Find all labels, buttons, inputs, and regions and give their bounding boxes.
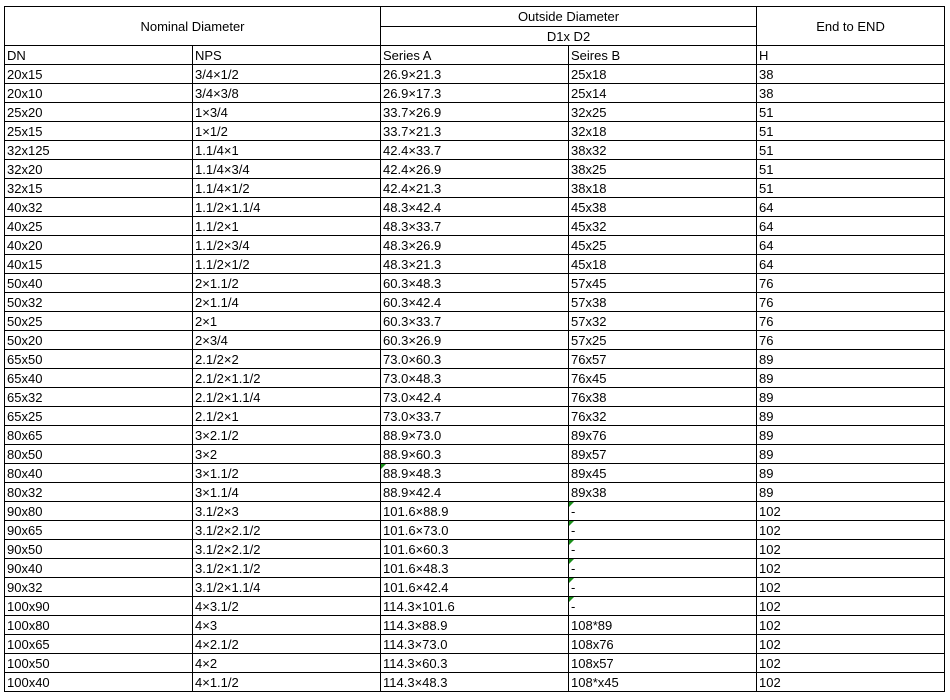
series-b-cell: 25x18 bbox=[569, 65, 757, 84]
series-b-cell: 89x38 bbox=[569, 483, 757, 502]
series-a-cell: 48.3×21.3 bbox=[381, 255, 569, 274]
h-cell: 102 bbox=[757, 654, 945, 673]
nps-cell: 2×1.1/2 bbox=[193, 274, 381, 293]
table-row bbox=[5, 483, 945, 502]
series-a-cell: 73.0×42.4 bbox=[381, 388, 569, 407]
dn-cell: 32x125 bbox=[5, 141, 193, 160]
h-cell: 38 bbox=[757, 65, 945, 84]
dn-cell: 100x40 bbox=[5, 673, 193, 692]
nps-cell: 3/4×3/8 bbox=[193, 84, 381, 103]
table-row bbox=[5, 312, 945, 331]
nps-cell: 1.1/2×1 bbox=[193, 217, 381, 236]
dn-cell: 100x65 bbox=[5, 635, 193, 654]
series-b-cell: 25x14 bbox=[569, 84, 757, 103]
h-cell: 89 bbox=[757, 369, 945, 388]
series-a-cell: 114.3×48.3 bbox=[381, 673, 569, 692]
table-row bbox=[5, 293, 945, 312]
series-a-cell: 60.3×33.7 bbox=[381, 312, 569, 331]
dn-cell: 90x32 bbox=[5, 578, 193, 597]
series-a-cell: 88.9×42.4 bbox=[381, 483, 569, 502]
dn-cell: 25x20 bbox=[5, 103, 193, 122]
nps-cell: 3×2 bbox=[193, 445, 381, 464]
dn-cell: 40x15 bbox=[5, 255, 193, 274]
table-row bbox=[5, 616, 945, 635]
dn-cell: 100x90 bbox=[5, 597, 193, 616]
dn-cell: 100x50 bbox=[5, 654, 193, 673]
h-cell: 51 bbox=[757, 103, 945, 122]
dn-cell: 32x15 bbox=[5, 179, 193, 198]
h-cell: 64 bbox=[757, 198, 945, 217]
table-row bbox=[5, 84, 945, 103]
series-b-cell: 76x32 bbox=[569, 407, 757, 426]
table-row bbox=[5, 350, 945, 369]
dn-cell: 20x10 bbox=[5, 84, 193, 103]
nps-cell: 1×1/2 bbox=[193, 122, 381, 141]
series-a-cell: 88.9×73.0 bbox=[381, 426, 569, 445]
nps-cell: 3×1.1/2 bbox=[193, 464, 381, 483]
dn-cell: 40x32 bbox=[5, 198, 193, 217]
nps-cell: 1.1/2×1.1/4 bbox=[193, 198, 381, 217]
dn-cell: 50x40 bbox=[5, 274, 193, 293]
series-a-cell: 73.0×48.3 bbox=[381, 369, 569, 388]
nps-cell: 2×3/4 bbox=[193, 331, 381, 350]
table-row bbox=[5, 407, 945, 426]
series-a-cell: 48.3×42.4 bbox=[381, 198, 569, 217]
series-a-cell: 114.3×101.6 bbox=[381, 597, 569, 616]
nps-cell: 3/4×1/2 bbox=[193, 65, 381, 84]
dn-cell: 80x50 bbox=[5, 445, 193, 464]
table-row bbox=[5, 502, 945, 521]
h-cell: 89 bbox=[757, 426, 945, 445]
h-cell: 51 bbox=[757, 179, 945, 198]
dn-cell: 32x20 bbox=[5, 160, 193, 179]
table-row bbox=[5, 217, 945, 236]
dn-cell: 80x32 bbox=[5, 483, 193, 502]
series-b-cell: 38x32 bbox=[569, 141, 757, 160]
header-row-top bbox=[5, 7, 945, 27]
series-b-cell: 76x45 bbox=[569, 369, 757, 388]
table-row bbox=[5, 521, 945, 540]
d1-d2-header: D1x D2 bbox=[381, 27, 757, 46]
series-b-cell: - bbox=[569, 502, 757, 521]
h-cell: 51 bbox=[757, 160, 945, 179]
table-row bbox=[5, 331, 945, 350]
series-b-cell: 89x57 bbox=[569, 445, 757, 464]
dn-column-header: DN bbox=[5, 46, 193, 65]
dn-cell: 50x25 bbox=[5, 312, 193, 331]
series-b-cell: - bbox=[569, 521, 757, 540]
series-a-cell: 114.3×88.9 bbox=[381, 616, 569, 635]
nps-cell: 1.1/4×1/2 bbox=[193, 179, 381, 198]
nps-cell: 1×3/4 bbox=[193, 103, 381, 122]
table-row bbox=[5, 103, 945, 122]
h-cell: 76 bbox=[757, 312, 945, 331]
series-b-cell: - bbox=[569, 578, 757, 597]
series-b-cell: 89x76 bbox=[569, 426, 757, 445]
table-row bbox=[5, 274, 945, 293]
series-a-column-header: Series A bbox=[381, 46, 569, 65]
series-b-cell: 38x18 bbox=[569, 179, 757, 198]
dn-cell: 50x20 bbox=[5, 331, 193, 350]
table-row bbox=[5, 198, 945, 217]
table-row bbox=[5, 635, 945, 654]
series-a-cell: 101.6×73.0 bbox=[381, 521, 569, 540]
dn-cell: 80x65 bbox=[5, 426, 193, 445]
series-b-cell: 57x25 bbox=[569, 331, 757, 350]
nps-cell: 4×2 bbox=[193, 654, 381, 673]
series-a-cell: 114.3×73.0 bbox=[381, 635, 569, 654]
series-b-column-header: Seires B bbox=[569, 46, 757, 65]
series-a-cell: 33.7×21.3 bbox=[381, 122, 569, 141]
dn-cell: 80x40 bbox=[5, 464, 193, 483]
nps-cell: 3.1/2×2.1/2 bbox=[193, 521, 381, 540]
dn-cell: 65x40 bbox=[5, 369, 193, 388]
nps-cell: 2.1/2×1.1/4 bbox=[193, 388, 381, 407]
table-row bbox=[5, 179, 945, 198]
nps-cell: 3×1.1/4 bbox=[193, 483, 381, 502]
series-b-cell: 32x18 bbox=[569, 122, 757, 141]
dn-cell: 25x15 bbox=[5, 122, 193, 141]
series-a-cell: 101.6×42.4 bbox=[381, 578, 569, 597]
series-b-cell: 57x45 bbox=[569, 274, 757, 293]
h-cell: 89 bbox=[757, 445, 945, 464]
h-cell: 64 bbox=[757, 236, 945, 255]
series-b-cell: - bbox=[569, 540, 757, 559]
table-row bbox=[5, 445, 945, 464]
series-a-cell: 60.3×26.9 bbox=[381, 331, 569, 350]
series-a-cell: 60.3×48.3 bbox=[381, 274, 569, 293]
h-column-header: H bbox=[757, 46, 945, 65]
h-cell: 102 bbox=[757, 502, 945, 521]
series-a-cell: 73.0×60.3 bbox=[381, 350, 569, 369]
h-cell: 102 bbox=[757, 540, 945, 559]
table-row bbox=[5, 255, 945, 274]
h-cell: 76 bbox=[757, 293, 945, 312]
dn-cell: 90x80 bbox=[5, 502, 193, 521]
series-b-cell: 108*89 bbox=[569, 616, 757, 635]
nps-cell: 1.1/4×3/4 bbox=[193, 160, 381, 179]
table-body bbox=[5, 65, 945, 692]
nps-cell: 3.1/2×1.1/4 bbox=[193, 578, 381, 597]
h-cell: 102 bbox=[757, 635, 945, 654]
h-cell: 51 bbox=[757, 141, 945, 160]
dn-cell: 90x50 bbox=[5, 540, 193, 559]
series-b-cell: 38x25 bbox=[569, 160, 757, 179]
series-b-cell: - bbox=[569, 559, 757, 578]
table-row bbox=[5, 597, 945, 616]
series-b-cell: 45x25 bbox=[569, 236, 757, 255]
dn-cell: 20x15 bbox=[5, 65, 193, 84]
series-b-cell: 32x25 bbox=[569, 103, 757, 122]
series-a-cell: 88.9×60.3 bbox=[381, 445, 569, 464]
series-a-cell: 42.4×26.9 bbox=[381, 160, 569, 179]
table-row bbox=[5, 236, 945, 255]
nps-cell: 2.1/2×1 bbox=[193, 407, 381, 426]
h-cell: 89 bbox=[757, 388, 945, 407]
nps-cell: 3.1/2×2.1/2 bbox=[193, 540, 381, 559]
end-to-end-header: End to END bbox=[757, 7, 945, 46]
series-b-cell: 89x45 bbox=[569, 464, 757, 483]
nominal-diameter-header: Nominal Diameter bbox=[5, 7, 381, 46]
table-row bbox=[5, 559, 945, 578]
h-cell: 76 bbox=[757, 274, 945, 293]
dimension-table bbox=[4, 6, 945, 692]
table-row bbox=[5, 578, 945, 597]
nps-cell: 4×1.1/2 bbox=[193, 673, 381, 692]
series-b-cell: 57x38 bbox=[569, 293, 757, 312]
series-a-cell: 48.3×33.7 bbox=[381, 217, 569, 236]
h-cell: 64 bbox=[757, 217, 945, 236]
series-b-cell: 45x38 bbox=[569, 198, 757, 217]
series-b-cell: 45x18 bbox=[569, 255, 757, 274]
outside-diameter-header: Outside Diameter bbox=[381, 7, 757, 27]
series-b-cell: 108x57 bbox=[569, 654, 757, 673]
series-b-cell: 108x76 bbox=[569, 635, 757, 654]
table-row bbox=[5, 160, 945, 179]
dn-cell: 50x32 bbox=[5, 293, 193, 312]
dn-cell: 65x50 bbox=[5, 350, 193, 369]
dn-cell: 40x25 bbox=[5, 217, 193, 236]
nps-cell: 1.1/4×1 bbox=[193, 141, 381, 160]
series-a-cell: 101.6×48.3 bbox=[381, 559, 569, 578]
nps-cell: 1.1/2×1/2 bbox=[193, 255, 381, 274]
series-a-cell: 88.9×48.3 bbox=[381, 464, 569, 483]
series-a-cell: 42.4×21.3 bbox=[381, 179, 569, 198]
h-cell: 102 bbox=[757, 673, 945, 692]
h-cell: 102 bbox=[757, 578, 945, 597]
table-row bbox=[5, 426, 945, 445]
series-a-cell: 114.3×60.3 bbox=[381, 654, 569, 673]
h-cell: 89 bbox=[757, 483, 945, 502]
nps-cell: 4×2.1/2 bbox=[193, 635, 381, 654]
h-cell: 38 bbox=[757, 84, 945, 103]
series-a-cell: 101.6×88.9 bbox=[381, 502, 569, 521]
h-cell: 102 bbox=[757, 597, 945, 616]
series-a-cell: 33.7×26.9 bbox=[381, 103, 569, 122]
series-a-cell: 42.4×33.7 bbox=[381, 141, 569, 160]
nps-cell: 2.1/2×2 bbox=[193, 350, 381, 369]
dn-cell: 100x80 bbox=[5, 616, 193, 635]
series-b-cell: 76x38 bbox=[569, 388, 757, 407]
nps-cell: 2.1/2×1.1/2 bbox=[193, 369, 381, 388]
nps-cell: 1.1/2×3/4 bbox=[193, 236, 381, 255]
nps-cell: 4×3 bbox=[193, 616, 381, 635]
series-a-cell: 26.9×21.3 bbox=[381, 65, 569, 84]
table-row bbox=[5, 122, 945, 141]
series-a-cell: 48.3×26.9 bbox=[381, 236, 569, 255]
h-cell: 51 bbox=[757, 122, 945, 141]
dn-cell: 90x40 bbox=[5, 559, 193, 578]
h-cell: 102 bbox=[757, 616, 945, 635]
nps-cell: 2×1.1/4 bbox=[193, 293, 381, 312]
dn-cell: 40x20 bbox=[5, 236, 193, 255]
h-cell: 89 bbox=[757, 350, 945, 369]
series-b-cell: - bbox=[569, 597, 757, 616]
table-row bbox=[5, 540, 945, 559]
table-row bbox=[5, 369, 945, 388]
h-cell: 89 bbox=[757, 407, 945, 426]
h-cell: 102 bbox=[757, 559, 945, 578]
series-b-cell: 45x32 bbox=[569, 217, 757, 236]
table-row bbox=[5, 65, 945, 84]
series-a-cell: 101.6×60.3 bbox=[381, 540, 569, 559]
nps-cell: 3×2.1/2 bbox=[193, 426, 381, 445]
dn-cell: 90x65 bbox=[5, 521, 193, 540]
series-a-cell: 73.0×33.7 bbox=[381, 407, 569, 426]
table-row bbox=[5, 673, 945, 692]
table-row bbox=[5, 388, 945, 407]
nps-cell: 2×1 bbox=[193, 312, 381, 331]
series-b-cell: 57x32 bbox=[569, 312, 757, 331]
table-row bbox=[5, 464, 945, 483]
series-b-cell: 76x57 bbox=[569, 350, 757, 369]
nps-cell: 3.1/2×1.1/2 bbox=[193, 559, 381, 578]
h-cell: 89 bbox=[757, 464, 945, 483]
series-b-cell: 108*x45 bbox=[569, 673, 757, 692]
table-row bbox=[5, 141, 945, 160]
series-a-cell: 60.3×42.4 bbox=[381, 293, 569, 312]
column-header-row bbox=[5, 46, 945, 65]
dn-cell: 65x25 bbox=[5, 407, 193, 426]
h-cell: 76 bbox=[757, 331, 945, 350]
series-a-cell: 26.9×17.3 bbox=[381, 84, 569, 103]
nps-column-header: NPS bbox=[193, 46, 381, 65]
h-cell: 64 bbox=[757, 255, 945, 274]
dn-cell: 65x32 bbox=[5, 388, 193, 407]
table-row bbox=[5, 654, 945, 673]
nps-cell: 4×3.1/2 bbox=[193, 597, 381, 616]
h-cell: 102 bbox=[757, 521, 945, 540]
nps-cell: 3.1/2×3 bbox=[193, 502, 381, 521]
